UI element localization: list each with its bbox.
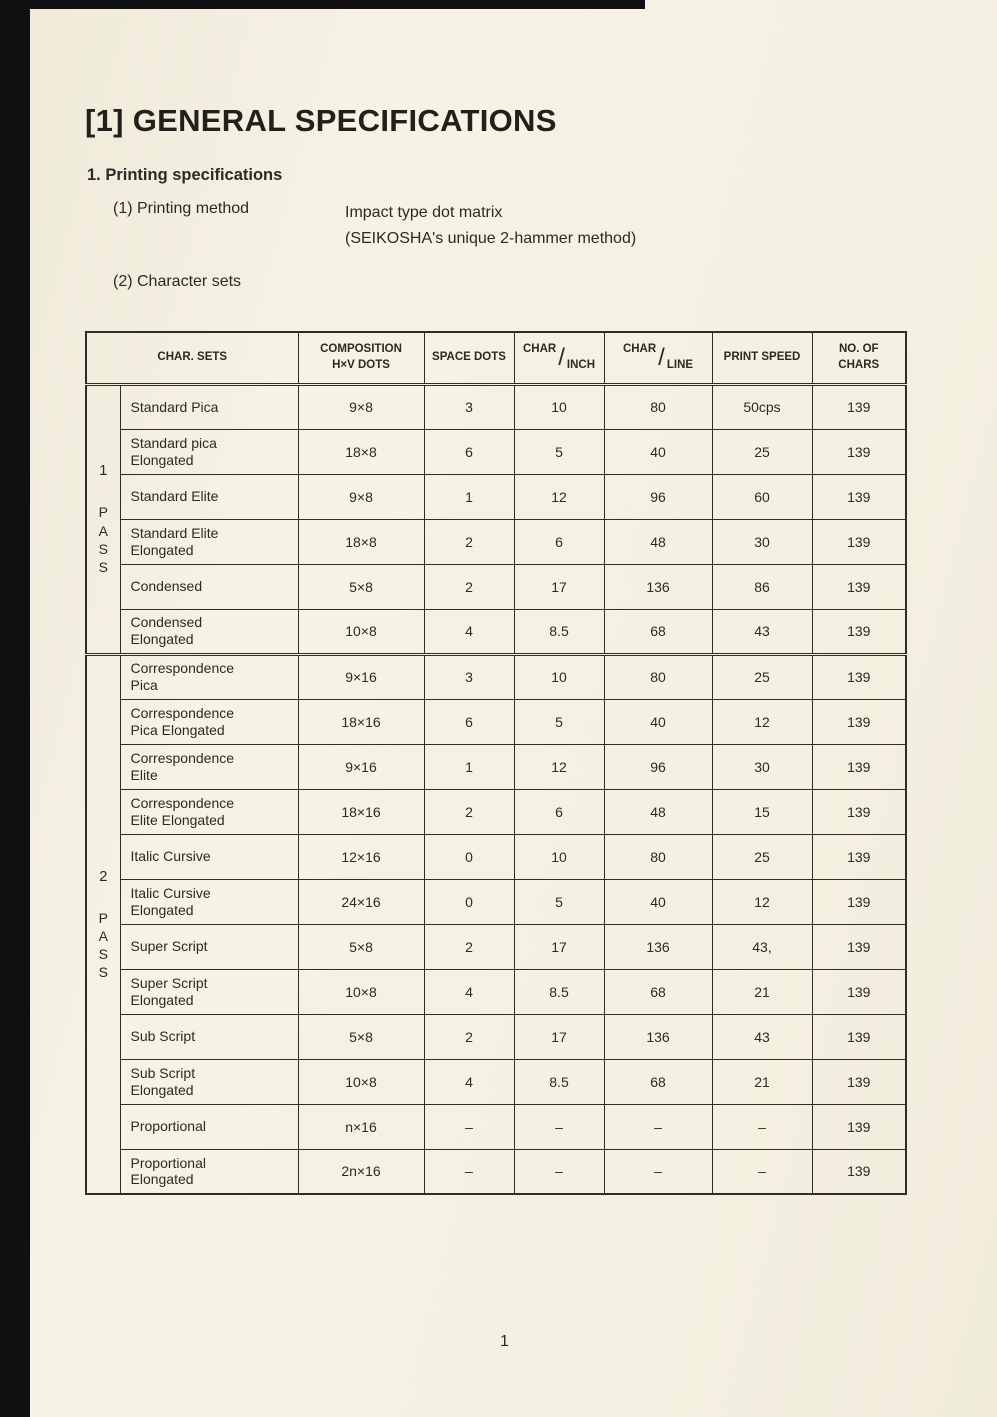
page-title: [1] GENERAL SPECIFICATIONS — [85, 103, 557, 138]
composition-value: 5×8 — [298, 1014, 424, 1059]
composition-value: 10×8 — [298, 969, 424, 1014]
space-dots-value: 2 — [424, 1014, 514, 1059]
section-heading: 1. Printing specifications — [87, 166, 283, 184]
scan-edge-left — [0, 0, 30, 1417]
char-per-line-value: 136 — [604, 924, 712, 969]
column-header: SPACE DOTS — [424, 332, 514, 384]
char-per-line-value: 40 — [604, 879, 712, 924]
char-count-value: 139 — [812, 1104, 906, 1149]
composition-value: 2n×16 — [298, 1149, 424, 1194]
char-per-line-value: 40 — [604, 699, 712, 744]
table-row — [86, 789, 906, 834]
column-header: PRINT SPEED — [712, 332, 812, 384]
space-dots-value: 3 — [424, 654, 514, 699]
composition-value: 5×8 — [298, 924, 424, 969]
char-per-line-value: 136 — [604, 1014, 712, 1059]
space-dots-value: 6 — [424, 699, 514, 744]
char-count-value: 139 — [812, 834, 906, 879]
table-row — [86, 384, 906, 429]
char-per-line-value: 48 — [604, 789, 712, 834]
char-per-inch-value: 8.5 — [514, 1059, 604, 1104]
char-set-name: Super Script — [120, 924, 298, 969]
print-speed-value: 60 — [712, 474, 812, 519]
table-row — [86, 564, 906, 609]
print-speed-value: – — [712, 1149, 812, 1194]
print-speed-value: 12 — [712, 879, 812, 924]
space-dots-value: 2 — [424, 789, 514, 834]
space-dots-value: 1 — [424, 474, 514, 519]
char-count-value: 139 — [812, 969, 906, 1014]
char-count-value: 139 — [812, 879, 906, 924]
page-content — [85, 103, 915, 1195]
char-per-inch-value: 5 — [514, 429, 604, 474]
space-dots-value: 1 — [424, 744, 514, 789]
scan-edge-top — [0, 0, 645, 9]
char-set-name: Correspondence Pica — [120, 654, 298, 699]
character-sets-label: (2) Character sets — [113, 273, 242, 291]
char-per-inch-value: 17 — [514, 924, 604, 969]
char-per-inch-value: 10 — [514, 834, 604, 879]
char-count-value: 139 — [812, 654, 906, 699]
char-set-name: Standard pica Elongated — [120, 429, 298, 474]
char-set-name: Italic Cursive Elongated — [120, 879, 298, 924]
space-dots-value: 0 — [424, 834, 514, 879]
char-per-inch-value: 17 — [514, 564, 604, 609]
table-row — [86, 429, 906, 474]
table-row — [86, 1014, 906, 1059]
char-count-value: 139 — [812, 744, 906, 789]
space-dots-value: 0 — [424, 879, 514, 924]
table-row — [86, 924, 906, 969]
table-row — [86, 609, 906, 654]
print-speed-value: 15 — [712, 789, 812, 834]
char-per-inch-value: 17 — [514, 1014, 604, 1059]
composition-value: 12×16 — [298, 834, 424, 879]
printing-method-value-line1: Impact type dot matrix — [345, 204, 503, 221]
composition-value: 5×8 — [298, 564, 424, 609]
composition-value: 18×16 — [298, 789, 424, 834]
composition-value: 18×8 — [298, 429, 424, 474]
print-speed-value: 86 — [712, 564, 812, 609]
char-per-line-value: 68 — [604, 609, 712, 654]
char-per-inch-value: 6 — [514, 519, 604, 564]
printing-method-label: (1) Printing method — [113, 200, 250, 217]
space-dots-value: 4 — [424, 1059, 514, 1104]
char-per-inch-value: 10 — [514, 654, 604, 699]
pass-group-label: 1 P A S S — [86, 384, 120, 654]
print-speed-value: 43, — [712, 924, 812, 969]
char-set-name: Sub Script Elongated — [120, 1059, 298, 1104]
table-row — [86, 879, 906, 924]
char-per-line-value: 96 — [604, 474, 712, 519]
char-count-value: 139 — [812, 699, 906, 744]
char-per-line-value: – — [604, 1149, 712, 1194]
char-per-line-value: – — [604, 1104, 712, 1149]
char-count-value: 139 — [812, 789, 906, 834]
table-row — [86, 969, 906, 1014]
composition-value: 9×16 — [298, 744, 424, 789]
print-speed-value: 50cps — [712, 384, 812, 429]
char-per-line-value: 80 — [604, 384, 712, 429]
char-set-name: Proportional Elongated — [120, 1149, 298, 1194]
char-set-name: Standard Pica — [120, 384, 298, 429]
char-per-line-value: 68 — [604, 969, 712, 1014]
space-dots-value: 2 — [424, 924, 514, 969]
char-set-name: Standard Elite Elongated — [120, 519, 298, 564]
table-row — [86, 744, 906, 789]
char-set-name: Condensed Elongated — [120, 609, 298, 654]
char-count-value: 139 — [812, 1059, 906, 1104]
char-per-line-value: 68 — [604, 1059, 712, 1104]
composition-value: 9×16 — [298, 654, 424, 699]
space-dots-value: – — [424, 1149, 514, 1194]
printing-method-row — [113, 200, 915, 251]
table-row — [86, 834, 906, 879]
char-per-inch-value: 8.5 — [514, 609, 604, 654]
spec-table-body — [86, 384, 906, 1194]
char-count-value: 139 — [812, 609, 906, 654]
printing-method-value-line2: (SEIKOSHA's unique 2-hammer method) — [345, 229, 637, 247]
char-count-value: 139 — [812, 1014, 906, 1059]
char-count-value: 139 — [812, 924, 906, 969]
page-number: 1 — [500, 1333, 509, 1350]
print-speed-value: 43 — [712, 1014, 812, 1059]
composition-value: 18×16 — [298, 699, 424, 744]
column-header: COMPOSITION H×V DOTS — [298, 332, 424, 384]
composition-value: n×16 — [298, 1104, 424, 1149]
column-header: CHAR / LINE — [604, 332, 712, 384]
space-dots-value: 2 — [424, 564, 514, 609]
column-header: CHAR. SETS — [86, 332, 298, 384]
char-per-line-value: 40 — [604, 429, 712, 474]
char-per-inch-value: 6 — [514, 789, 604, 834]
composition-value: 9×8 — [298, 474, 424, 519]
composition-value: 24×16 — [298, 879, 424, 924]
print-speed-value: 21 — [712, 969, 812, 1014]
print-speed-value: 12 — [712, 699, 812, 744]
table-header-row — [86, 332, 906, 384]
table-row — [86, 519, 906, 564]
space-dots-value: 4 — [424, 969, 514, 1014]
char-set-name: Super Script Elongated — [120, 969, 298, 1014]
composition-value: 10×8 — [298, 1059, 424, 1104]
char-per-inch-value: 5 — [514, 879, 604, 924]
print-speed-value: 30 — [712, 519, 812, 564]
column-header: CHAR / INCH — [514, 332, 604, 384]
char-per-line-value: 136 — [604, 564, 712, 609]
char-set-name: Proportional — [120, 1104, 298, 1149]
char-set-name: Italic Cursive — [120, 834, 298, 879]
char-set-name: Correspondence Pica Elongated — [120, 699, 298, 744]
char-count-value: 139 — [812, 1149, 906, 1194]
char-per-inch-value: 12 — [514, 474, 604, 519]
space-dots-value: 3 — [424, 384, 514, 429]
char-set-name: Sub Script — [120, 1014, 298, 1059]
space-dots-value: – — [424, 1104, 514, 1149]
char-count-value: 139 — [812, 429, 906, 474]
table-row — [86, 474, 906, 519]
char-set-name: Condensed — [120, 564, 298, 609]
composition-value: 9×8 — [298, 384, 424, 429]
table-row — [86, 699, 906, 744]
print-speed-value: 30 — [712, 744, 812, 789]
spec-table — [85, 331, 907, 1195]
table-row — [86, 1149, 906, 1194]
print-speed-value: 25 — [712, 654, 812, 699]
print-speed-value: 43 — [712, 609, 812, 654]
printing-method-value — [345, 200, 636, 251]
char-per-line-value: 48 — [604, 519, 712, 564]
char-per-inch-value: 10 — [514, 384, 604, 429]
pass-group-label: 2 P A S S — [86, 654, 120, 1194]
char-set-name: Standard Elite — [120, 474, 298, 519]
char-per-inch-value: – — [514, 1104, 604, 1149]
composition-value: 10×8 — [298, 609, 424, 654]
char-per-line-value: 80 — [604, 834, 712, 879]
print-speed-value: 25 — [712, 429, 812, 474]
table-row — [86, 1059, 906, 1104]
print-speed-value: – — [712, 1104, 812, 1149]
char-per-line-value: 96 — [604, 744, 712, 789]
char-set-name: Correspondence Elite Elongated — [120, 789, 298, 834]
table-row — [86, 654, 906, 699]
char-count-value: 139 — [812, 474, 906, 519]
column-header: NO. OF CHARS — [812, 332, 906, 384]
table-row — [86, 1104, 906, 1149]
char-per-inch-value: – — [514, 1149, 604, 1194]
char-per-inch-value: 8.5 — [514, 969, 604, 1014]
print-speed-value: 21 — [712, 1059, 812, 1104]
print-speed-value: 25 — [712, 834, 812, 879]
space-dots-value: 6 — [424, 429, 514, 474]
space-dots-value: 4 — [424, 609, 514, 654]
char-count-value: 139 — [812, 384, 906, 429]
char-count-value: 139 — [812, 564, 906, 609]
composition-value: 18×8 — [298, 519, 424, 564]
char-per-inch-value: 5 — [514, 699, 604, 744]
char-set-name: Correspondence Elite — [120, 744, 298, 789]
char-per-inch-value: 12 — [514, 744, 604, 789]
char-per-line-value: 80 — [604, 654, 712, 699]
char-count-value: 139 — [812, 519, 906, 564]
space-dots-value: 2 — [424, 519, 514, 564]
